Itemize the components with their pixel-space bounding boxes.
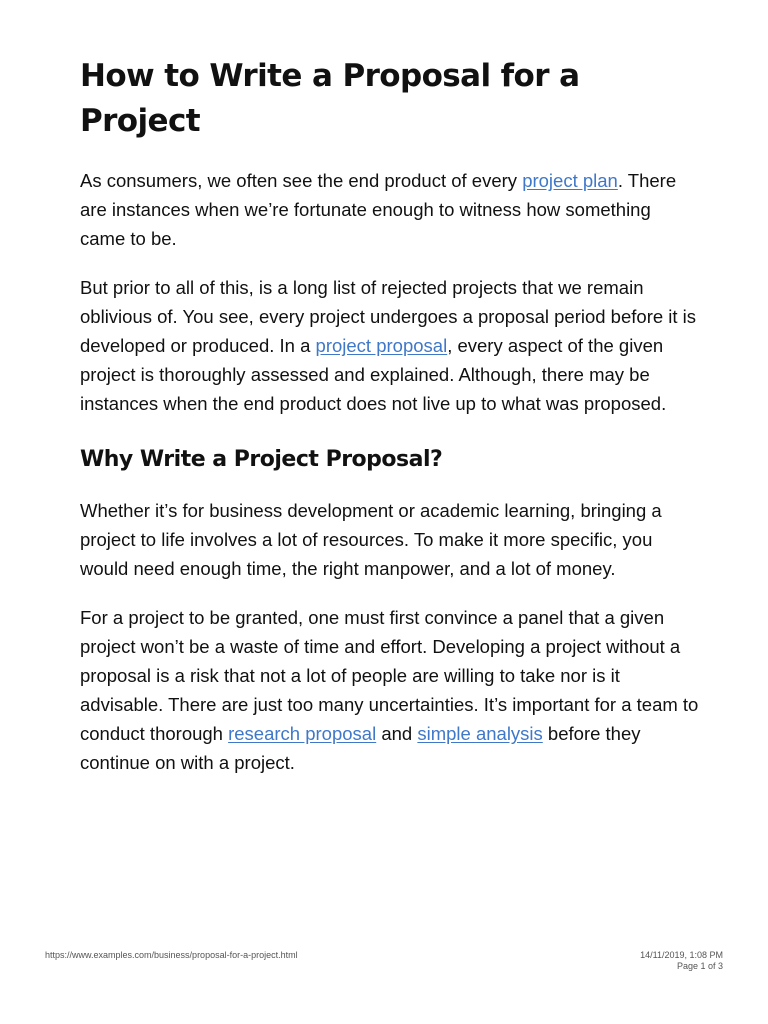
paragraph-text: For a project to be granted, one must first convince a panel that a given project won’t be a waste of time and effort. Developing a project without a proposal is a risk that not a lot of people are willing to take nor is it advisable. There are just too many uncertainties. It’s important for a team to conduct thorough (80, 607, 699, 744)
section-heading: Why Write a Project Proposal? (80, 447, 443, 472)
intro-paragraph-2 (80, 273, 700, 418)
paragraph-text: before they continue on with a project. (80, 723, 641, 773)
footer-url: https://www.examples.com/business/proposal-for-a-project.html (45, 950, 298, 960)
paragraph-text: But prior to all of this, is a long list of rejected projects that we remain oblivious of. You see, every project undergoes a proposal period before it is developed or produced. In a (80, 277, 697, 356)
project-proposal-link[interactable]: project proposal (315, 335, 448, 356)
intro-paragraph-1 (80, 166, 700, 253)
paragraph-text: and (376, 723, 418, 744)
paragraph-text: . There are instances when we’re fortunate enough to witness how something came to be. (80, 170, 677, 249)
project-plan-link[interactable]: project plan (522, 170, 618, 191)
research-proposal-link[interactable]: research proposal (228, 723, 377, 744)
paragraph-text: As consumers, we often see the end product of every (80, 170, 523, 191)
paragraph-text: , every aspect of the given project is thoroughly assessed and explained. Although, there may be instances when the end product does not live up to what was proposed. (80, 335, 667, 414)
article (80, 54, 700, 777)
footer-page-number: Page 1 of 3 (676, 961, 723, 971)
section-paragraph-2 (80, 603, 700, 777)
section-paragraph-1: Whether it’s for business development or academic learning, bringing a project to life involves a lot of resources. To make it more specific, you would need enough time, the right manpower, and a lot of money. (80, 500, 662, 579)
article-title: How to Write a Proposal for a Project (80, 58, 580, 139)
footer-datetime: 14/11/2019, 1:08 PM (640, 950, 723, 960)
footer-meta (640, 950, 723, 972)
simple-analysis-link[interactable]: simple analysis (417, 723, 543, 744)
